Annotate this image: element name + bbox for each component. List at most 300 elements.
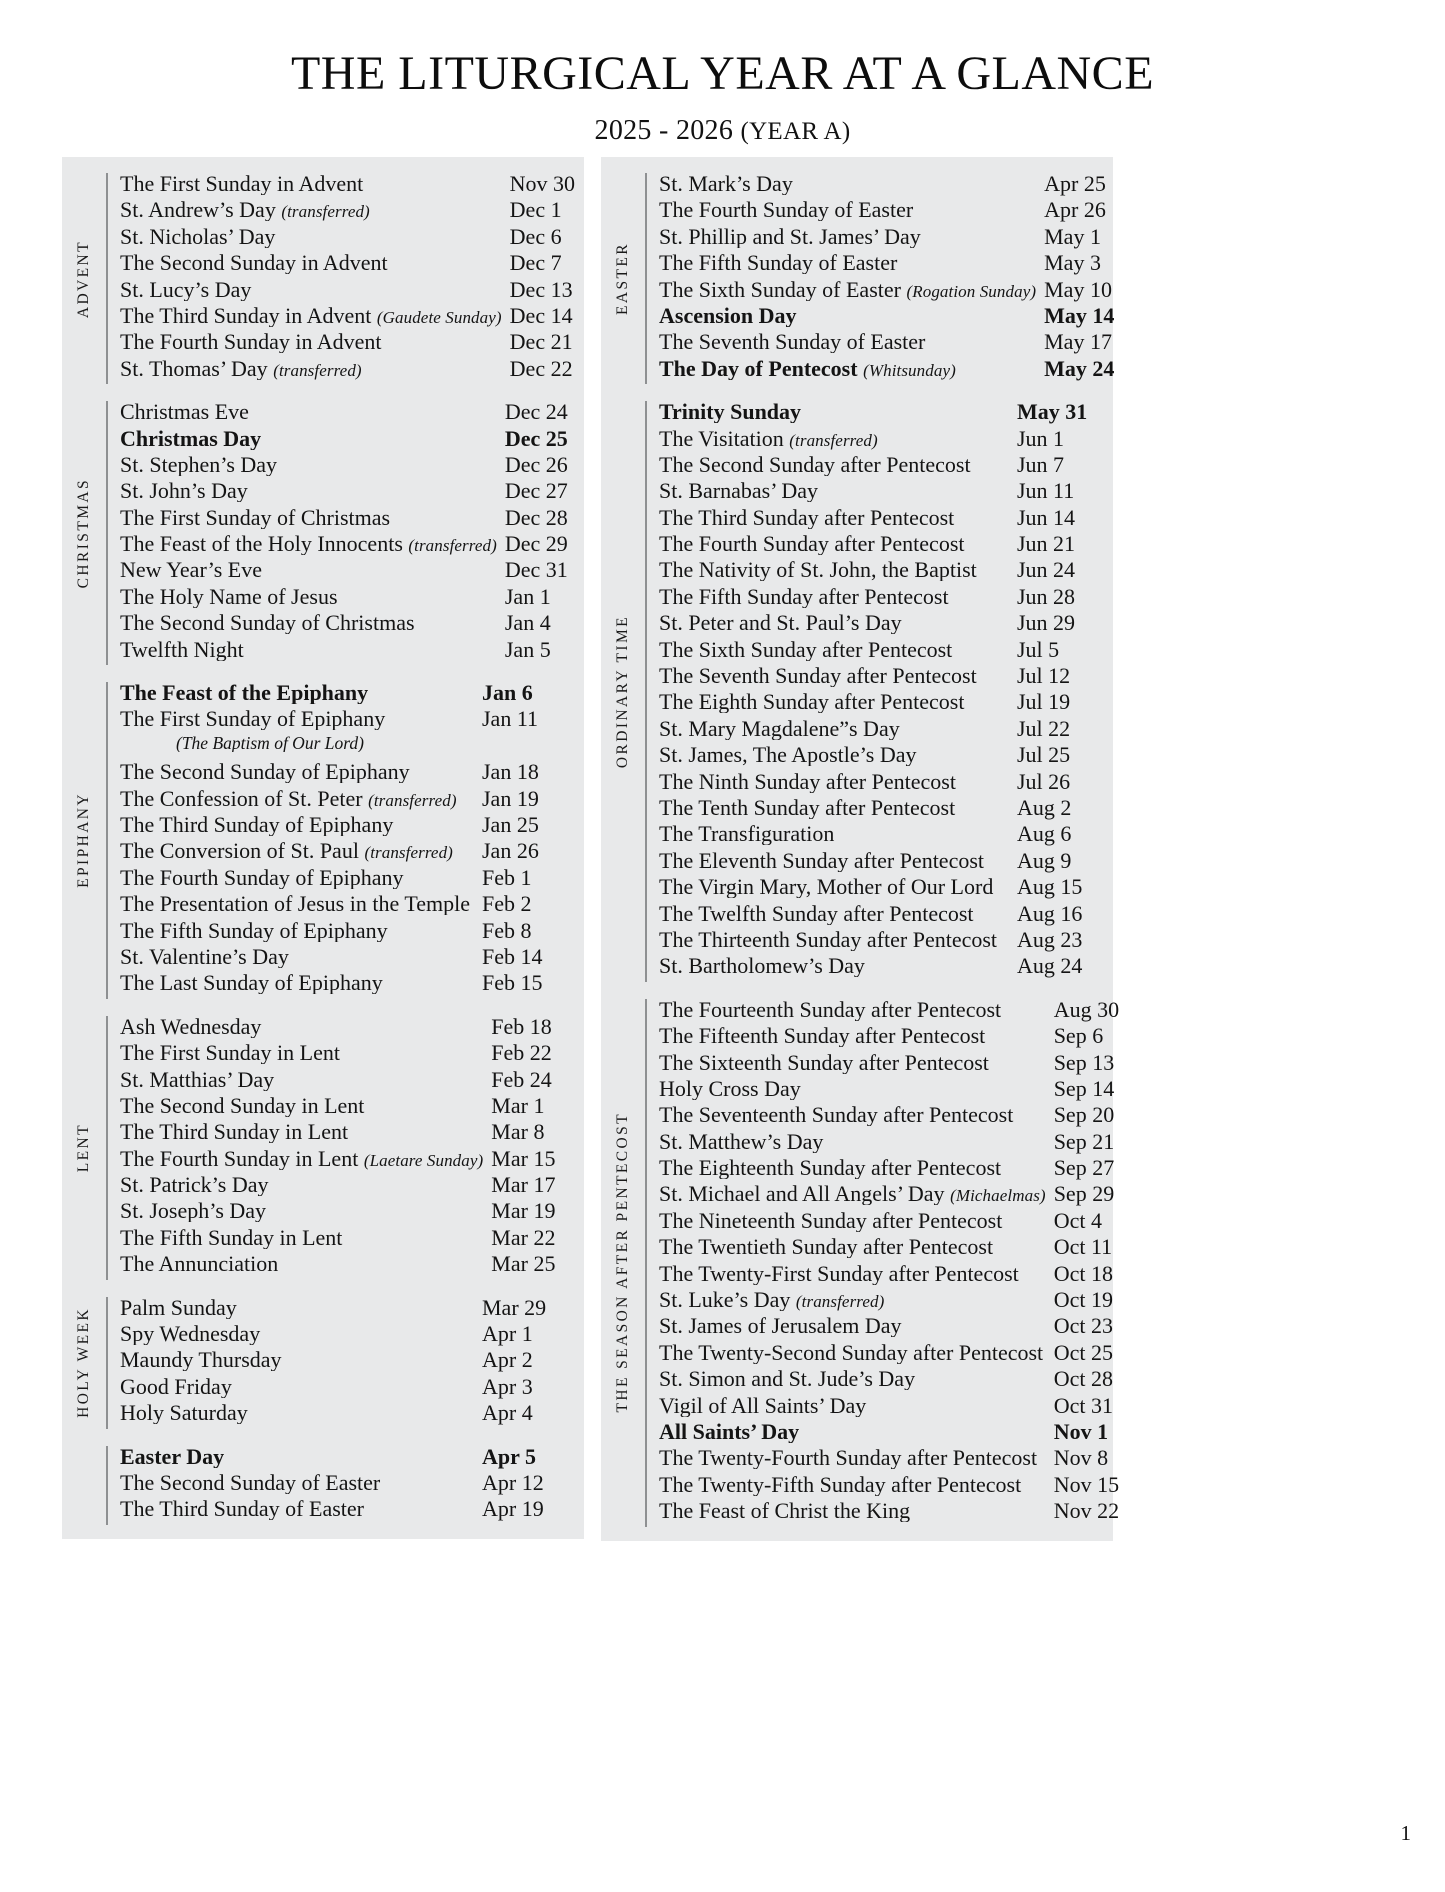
event-label: St. Andrew’s Day — [120, 199, 276, 222]
calendar-row — [120, 811, 566, 840]
event-name — [659, 1474, 1046, 1496]
event-name — [120, 401, 497, 423]
calendar-row — [120, 533, 589, 559]
event-date: Jan 6 — [482, 680, 533, 706]
event-label: The Fifteenth Sunday after Pentecost — [659, 1025, 986, 1048]
event-date: Dec 7 — [509, 250, 562, 276]
event-name — [659, 401, 1009, 423]
calendar-row — [120, 1174, 575, 1200]
event-name — [120, 1148, 483, 1170]
event-label: The Seventh Sunday after Pentecost — [659, 665, 977, 688]
event-name — [659, 252, 1036, 274]
event-date: Sep 29 — [1053, 1181, 1115, 1207]
event-date: Jun 7 — [1017, 451, 1065, 477]
event-date: Sep 21 — [1053, 1128, 1115, 1154]
event-name — [659, 480, 1009, 502]
event-label: Easter Day — [120, 1445, 225, 1468]
event-note: (transferred) — [408, 536, 497, 556]
event-label: The Nativity of St. John, the Baptist — [659, 559, 977, 582]
event-name — [659, 999, 1046, 1021]
event-label: St. Mary Magdalene”s Day — [659, 717, 900, 740]
calendar-row — [659, 1447, 1132, 1473]
calendar-row — [120, 1200, 575, 1226]
event-date: Nov 15 — [1053, 1471, 1120, 1497]
event-date: Jun 29 — [1017, 610, 1076, 636]
event-name — [659, 1078, 1046, 1100]
season-label-cell — [62, 1297, 106, 1429]
event-label: The Eighteenth Sunday after Pentecost — [659, 1157, 1002, 1180]
event-label: The Second Sunday of Epiphany — [120, 761, 410, 784]
event-date: Apr 2 — [482, 1347, 533, 1373]
event-label: St. Luke’s Day — [659, 1289, 791, 1312]
event-label: Maundy Thursday — [120, 1349, 282, 1372]
event-date: Dec 24 — [504, 399, 568, 425]
season-label-advent: ADVENT — [75, 239, 92, 318]
calendar-row — [120, 1253, 575, 1279]
calendar-row — [120, 1145, 575, 1174]
event-name — [659, 331, 1036, 353]
calendar-row — [120, 682, 566, 708]
event-name — [120, 1042, 483, 1064]
event-date: Apr 12 — [482, 1469, 544, 1495]
event-name — [120, 1253, 483, 1275]
season-label-cell — [601, 999, 645, 1527]
calendar-column-left — [62, 157, 584, 1539]
season-rows — [659, 996, 1150, 1527]
event-label: Holy Saturday — [120, 1402, 248, 1425]
event-label: St. John’s Day — [120, 480, 248, 503]
event-name — [659, 718, 1009, 740]
event-date: Dec 14 — [509, 302, 573, 328]
calendar-row — [659, 744, 1095, 770]
season-rows — [120, 173, 612, 384]
event-name — [659, 1500, 1046, 1522]
event-name — [120, 920, 474, 942]
calendar-row — [659, 199, 1122, 225]
calendar-row — [120, 1349, 566, 1375]
event-date: Jul 26 — [1017, 768, 1071, 794]
event-date: Mar 29 — [482, 1294, 547, 1320]
event-date: Dec 6 — [509, 223, 562, 249]
calendar-row — [659, 1104, 1132, 1130]
event-label: Spy Wednesday — [120, 1323, 261, 1346]
season-block-group-5 — [62, 1443, 584, 1525]
event-date: Jun 1 — [1017, 425, 1065, 451]
event-label: St. Joseph’s Day — [120, 1200, 267, 1223]
event-name — [120, 1472, 474, 1494]
event-name — [659, 1263, 1046, 1285]
calendar-row — [120, 1469, 566, 1498]
event-date: Jan 19 — [482, 785, 539, 811]
calendar-row — [120, 972, 566, 998]
event-label: The Second Sunday of Easter — [120, 1471, 381, 1494]
event-date: Oct 4 — [1053, 1207, 1102, 1233]
calendar-row — [659, 302, 1122, 331]
event-name — [659, 639, 1009, 661]
event-name — [120, 480, 497, 502]
event-label: The Fourth Sunday after Pentecost — [659, 533, 965, 556]
event-name — [659, 1157, 1046, 1179]
season-label-cell — [62, 682, 106, 999]
event-label: The Fourth Sunday in Advent — [120, 331, 382, 354]
event-date: Sep 13 — [1053, 1049, 1115, 1075]
event-label: St. Bartholomew’s Day — [659, 955, 865, 978]
event-date: Jun 11 — [1017, 478, 1075, 504]
event-label: The Tenth Sunday after Pentecost — [659, 796, 956, 819]
calendar-row — [659, 425, 1095, 454]
calendar-row — [120, 1013, 575, 1042]
calendar-row — [659, 794, 1095, 823]
event-name — [659, 1368, 1046, 1390]
event-label: The Sixth Sunday of Easter — [659, 278, 901, 301]
event-date: Jan 25 — [482, 811, 539, 837]
calendar-row — [659, 847, 1095, 876]
event-label: The Feast of the Holy Innocents — [120, 533, 403, 556]
event-name — [659, 1131, 1046, 1153]
event-date: Jan 1 — [504, 583, 551, 609]
event-date: Mar 17 — [491, 1172, 556, 1198]
event-label: The Twenty-Fourth Sunday after Pentecost — [659, 1447, 1038, 1470]
event-name — [120, 1323, 474, 1345]
calendar-row — [659, 504, 1095, 533]
season-label-lent: LENT — [75, 1123, 92, 1173]
season-vertical-rule — [106, 1297, 108, 1429]
calendar-columns — [62, 157, 1384, 1541]
event-name — [659, 771, 1009, 793]
event-label: St. Nicholas’ Day — [120, 225, 276, 248]
event-date: Mar 8 — [491, 1119, 545, 1145]
event-name — [120, 1016, 483, 1038]
event-name — [120, 761, 474, 783]
event-name — [120, 1069, 483, 1091]
event-label: The Presentation of Jesus in the Temple — [120, 893, 470, 916]
event-name — [120, 279, 502, 301]
event-name — [120, 735, 474, 753]
calendar-row — [659, 1075, 1132, 1104]
event-label: The Twelfth Sunday after Pentecost — [659, 902, 974, 925]
calendar-row — [120, 708, 566, 734]
event-name — [120, 305, 502, 327]
calendar-row — [659, 823, 1095, 849]
calendar-row — [120, 401, 589, 427]
season-vertical-rule — [106, 173, 108, 384]
season-block-epiphany — [62, 682, 584, 999]
calendar-row — [659, 276, 1122, 305]
calendar-row — [120, 636, 589, 665]
event-name — [659, 903, 1009, 925]
event-name — [120, 1297, 474, 1319]
event-label: The First Sunday of Christmas — [120, 506, 391, 529]
calendar-row — [659, 996, 1132, 1025]
event-label: St. Stephen’s Day — [120, 453, 278, 476]
event-name — [120, 331, 502, 353]
event-name — [120, 788, 474, 810]
event-date: Nov 1 — [1053, 1418, 1109, 1444]
event-name — [659, 305, 1036, 327]
event-date: Aug 6 — [1017, 821, 1072, 847]
event-date: Apr 1 — [482, 1321, 533, 1347]
event-label: (The Baptism of Our Lord) — [176, 734, 364, 753]
event-name — [659, 1210, 1046, 1232]
calendar-row — [659, 252, 1122, 278]
event-name — [659, 929, 1009, 951]
event-date: Feb 8 — [482, 917, 532, 943]
calendar-row — [659, 1128, 1132, 1157]
calendar-row — [120, 583, 589, 612]
season-rows — [120, 401, 607, 665]
calendar-row — [120, 943, 566, 972]
calendar-row — [120, 1066, 575, 1095]
event-date: Sep 6 — [1053, 1023, 1104, 1049]
event-label: The Third Sunday after Pentecost — [659, 506, 955, 529]
season-block-ordinary-time — [601, 401, 1113, 982]
calendar-row — [659, 331, 1122, 357]
event-label: The Twenty-Fifth Sunday after Pentecost — [659, 1473, 1022, 1496]
calendar-row — [120, 559, 589, 585]
calendar-row — [659, 1025, 1132, 1051]
season-block-advent — [62, 173, 584, 384]
event-label: The Nineteenth Sunday after Pentecost — [659, 1209, 1003, 1232]
event-name — [120, 867, 474, 889]
calendar-row — [659, 583, 1095, 612]
calendar-row — [120, 302, 594, 331]
calendar-row — [659, 1260, 1132, 1289]
event-name — [659, 507, 1009, 529]
season-label-cell — [62, 1016, 106, 1280]
event-label: Palm Sunday — [120, 1296, 237, 1319]
event-date: May 31 — [1017, 399, 1088, 425]
event-name — [659, 1421, 1046, 1443]
event-date: Aug 16 — [1017, 900, 1083, 926]
event-label: Ash Wednesday — [120, 1015, 262, 1038]
event-date: Dec 13 — [509, 276, 573, 302]
event-name — [120, 840, 474, 862]
event-name — [659, 876, 1009, 898]
event-label: St. Peter and St. Paul’s Day — [659, 612, 902, 635]
event-note: (Whitsunday) — [863, 360, 956, 380]
event-label: The Fifth Sunday in Lent — [120, 1226, 343, 1249]
calendar-row — [120, 612, 589, 638]
calendar-row — [120, 331, 594, 357]
event-date: Nov 30 — [509, 171, 576, 196]
event-label: St. Thomas’ Day — [120, 357, 268, 380]
event-date: Feb 1 — [482, 864, 532, 890]
event-name — [659, 691, 1009, 713]
season-vertical-rule — [106, 1446, 108, 1525]
event-date: Nov 8 — [1053, 1445, 1109, 1471]
calendar-row — [659, 173, 1122, 199]
season-rows — [659, 173, 1140, 384]
calendar-row — [120, 173, 594, 199]
calendar-row — [120, 223, 594, 252]
event-date: Mar 1 — [491, 1092, 545, 1118]
event-name — [659, 1289, 1046, 1311]
event-name — [659, 797, 1009, 819]
event-label: St. Patrick’s Day — [120, 1174, 269, 1197]
calendar-row — [659, 1236, 1132, 1262]
calendar-row — [120, 735, 566, 761]
calendar-row — [120, 1402, 566, 1428]
event-label: The Confession of St. Peter — [120, 787, 363, 810]
event-name — [659, 428, 1009, 450]
event-name — [120, 708, 474, 730]
event-date: May 3 — [1044, 250, 1101, 276]
calendar-row — [120, 199, 594, 225]
event-name — [120, 1200, 483, 1222]
event-name — [120, 1376, 474, 1398]
event-date: May 24 — [1044, 355, 1115, 381]
event-label: The Fifth Sunday of Easter — [659, 252, 898, 275]
event-date: Dec 28 — [504, 504, 568, 530]
event-date: Apr 3 — [482, 1373, 533, 1399]
event-name — [659, 279, 1036, 301]
event-label: The Third Sunday in Lent — [120, 1121, 349, 1144]
event-name — [120, 358, 502, 380]
event-date: May 1 — [1044, 223, 1101, 249]
calendar-row — [659, 900, 1095, 929]
calendar-row — [659, 1418, 1132, 1447]
event-label: St. Mark’s Day — [659, 173, 793, 195]
calendar-row — [120, 893, 566, 919]
event-name — [120, 1095, 483, 1117]
event-name — [120, 1349, 474, 1371]
event-label: St. Michael and All Angels’ Day — [659, 1183, 945, 1206]
event-name — [120, 507, 497, 529]
event-name — [659, 199, 1036, 221]
page-header — [0, 0, 1445, 147]
event-date: Aug 2 — [1017, 794, 1072, 820]
calendar-row — [659, 559, 1095, 585]
calendar-row — [120, 355, 594, 384]
event-date: Feb 14 — [482, 943, 543, 969]
event-name — [659, 744, 1009, 766]
event-date: Dec 22 — [509, 355, 573, 381]
page-subtitle — [0, 115, 1445, 147]
calendar-row — [659, 926, 1095, 955]
calendar-row — [659, 1207, 1132, 1236]
event-label: The Transfiguration — [659, 823, 835, 846]
event-date: Apr 26 — [1044, 197, 1106, 223]
event-label: The Second Sunday in Lent — [120, 1094, 365, 1117]
event-name — [659, 1104, 1046, 1126]
calendar-row — [659, 1392, 1132, 1421]
event-date: May 14 — [1044, 302, 1115, 328]
event-label: The First Sunday of Epiphany — [120, 708, 386, 731]
event-name — [659, 1236, 1046, 1258]
calendar-row — [120, 1323, 566, 1349]
calendar-row — [659, 1315, 1132, 1341]
season-label-easter: EASTER — [614, 242, 631, 316]
event-name — [120, 173, 502, 195]
event-note: (transferred) — [795, 1292, 885, 1312]
calendar-row — [120, 917, 566, 946]
event-name — [120, 454, 497, 476]
calendar-row — [120, 1294, 566, 1323]
event-name — [659, 358, 1036, 380]
event-date: Nov 22 — [1053, 1498, 1120, 1524]
event-label: The Last Sunday of Epiphany — [120, 972, 383, 995]
calendar-row — [120, 252, 594, 278]
event-label: St. Phillip and St. James’ Day — [659, 225, 921, 248]
subtitle-years: 2025 - 2026 — [594, 114, 734, 146]
event-date: Dec 21 — [509, 329, 573, 355]
season-rows — [120, 1294, 584, 1429]
season-vertical-rule — [645, 401, 647, 982]
season-label-cell — [62, 1446, 106, 1525]
event-label: The Second Sunday of Christmas — [120, 612, 415, 635]
event-note: (transferred) — [273, 360, 362, 380]
event-name — [659, 823, 1009, 845]
event-label: The Third Sunday in Advent — [120, 304, 372, 327]
calendar-column-right — [601, 157, 1120, 1541]
season-block-holy-week — [62, 1294, 584, 1429]
event-name — [120, 639, 497, 661]
event-label: The Fifth Sunday of Epiphany — [120, 919, 388, 942]
event-name — [120, 682, 474, 704]
event-date: Feb 15 — [482, 970, 543, 996]
season-label-christmas: CHRISTMAS — [75, 477, 92, 589]
event-date: Jun 24 — [1017, 557, 1076, 583]
calendar-row — [120, 840, 566, 866]
event-date: Jun 21 — [1017, 531, 1076, 557]
season-label-cell — [601, 401, 645, 982]
event-label: St. James of Jerusalem Day — [659, 1315, 902, 1338]
calendar-row — [120, 451, 589, 480]
event-label: The Eighth Sunday after Pentecost — [659, 691, 965, 714]
event-label: The Second Sunday in Advent — [120, 252, 388, 275]
event-name — [659, 1315, 1046, 1337]
event-note: (transferred) — [368, 790, 457, 810]
season-rows — [659, 401, 1113, 982]
event-date: Dec 29 — [504, 531, 568, 557]
event-label: St. Valentine’s Day — [120, 945, 289, 968]
event-name — [659, 1342, 1046, 1364]
season-label-ordinary-time: ORDINARY TIME — [614, 614, 631, 768]
event-date: Aug 15 — [1017, 874, 1083, 900]
event-name — [659, 612, 1009, 634]
event-name — [659, 454, 1009, 476]
calendar-row — [659, 1368, 1132, 1394]
calendar-row — [659, 1500, 1132, 1526]
event-date: Jul 5 — [1017, 636, 1060, 662]
event-date: Jul 25 — [1017, 742, 1071, 768]
event-label: The Thirteenth Sunday after Pentecost — [659, 928, 998, 951]
event-label: The Fourteenth Sunday after Pentecost — [659, 998, 1002, 1021]
event-name — [120, 1174, 483, 1196]
calendar-row — [120, 276, 594, 305]
event-date: Feb 24 — [491, 1066, 552, 1092]
event-name — [659, 665, 1009, 687]
season-label-the-season-after-pentecost: THE SEASON AFTER PENTECOST — [614, 1112, 631, 1413]
event-date: Apr 4 — [482, 1400, 533, 1426]
event-label: The Holy Name of Jesus — [120, 585, 338, 608]
event-name — [659, 1052, 1046, 1074]
event-name — [659, 586, 1009, 608]
event-date: Dec 1 — [509, 197, 562, 223]
event-date: Jul 12 — [1017, 663, 1071, 689]
event-name — [120, 814, 474, 836]
event-label: The Twenty-First Sunday after Pentecost — [659, 1262, 1019, 1285]
season-label-cell — [62, 401, 106, 665]
event-label: The Third Sunday of Epiphany — [120, 813, 394, 836]
event-date: Apr 25 — [1044, 171, 1106, 196]
event-name — [120, 226, 502, 248]
event-label: The Visitation — [659, 427, 784, 450]
event-label: The Sixteenth Sunday after Pentecost — [659, 1051, 989, 1074]
calendar-row — [120, 1092, 575, 1121]
calendar-row — [120, 785, 566, 814]
event-date: Sep 27 — [1053, 1155, 1115, 1181]
